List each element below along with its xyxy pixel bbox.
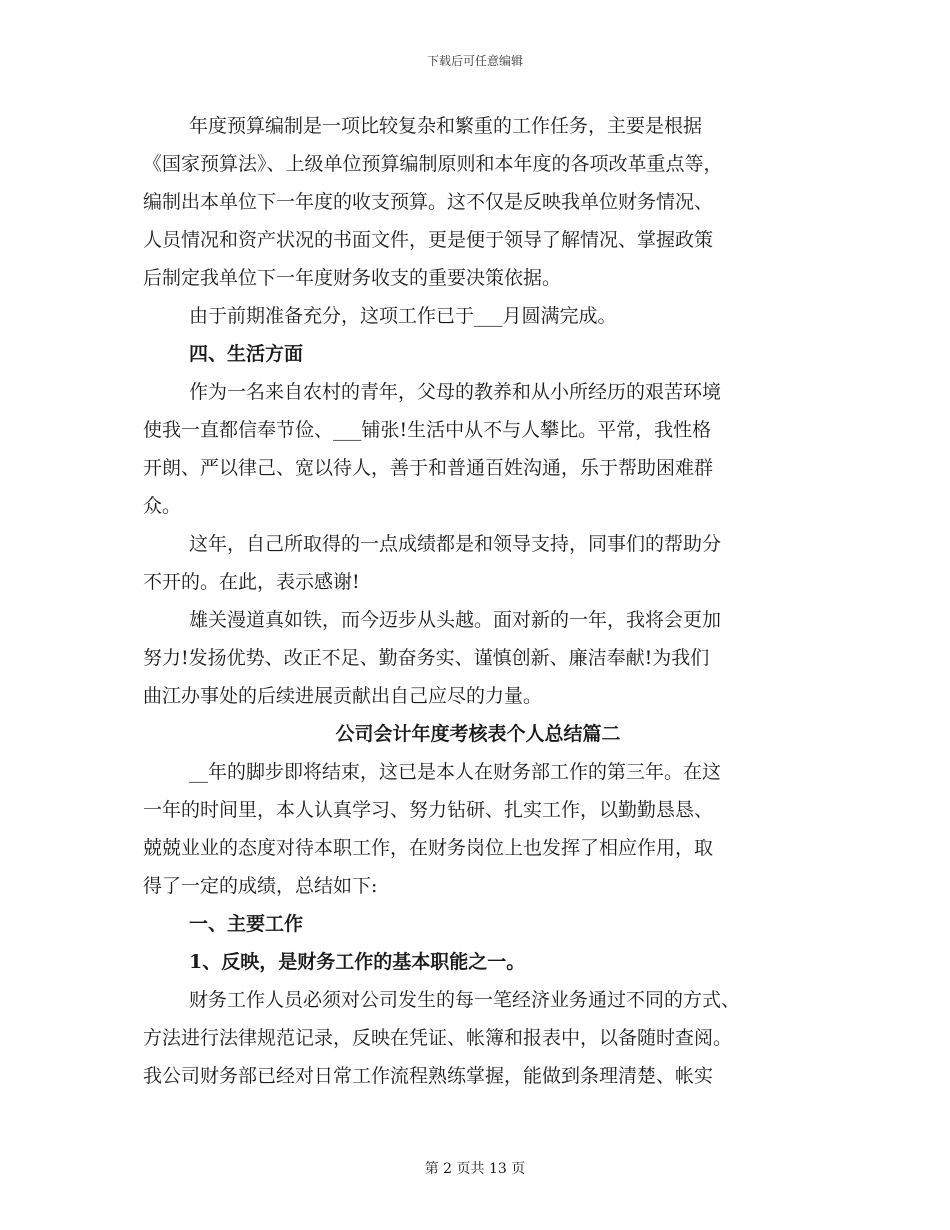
text-line: 使我一直都信奉节俭、___铺张!生活中从不与人攀比。平常，我性格 (143, 419, 712, 441)
document-body (143, 107, 813, 1095)
text-line: 不开的。在此，表示感谢! (143, 571, 360, 593)
text-line: 得了一定的成绩，总结如下: (143, 875, 378, 897)
text-line: 一年的时间里，本人认真学习、努力钻研、扎实工作，以勤勤恳恳、 (143, 799, 714, 821)
text-line: 《国家预算法》、上级单位预算编制原则和本年度的各项改革重点等， (143, 153, 723, 175)
text-line: 努力!发扬优势、改正不足、勤奋务实、谨慎创新、廉洁奉献!为我们 (143, 647, 710, 669)
text-line: 兢兢业业的态度对待本职工作，在财务岗位上也发挥了相应作用，取 (143, 837, 714, 859)
text-line: 编制出本单位下一年度的收支预算。这不仅是反映我单位财务情况、 (143, 191, 714, 213)
text-line: 年度预算编制是一项比较复杂和繁重的工作任务，主要是根据 (189, 115, 703, 137)
text-line: 我公司财务部已经对日常工作流程熟练掌握，能做到条理清楚、帐实 (143, 1065, 714, 1087)
text-line: 由于前期准备充分，这项工作已于___月圆满完成。 (189, 305, 617, 327)
subheading: 四、生活方面 (189, 343, 304, 365)
page-footer: 第 2 页共 13 页 (424, 1161, 526, 1177)
text-line: 人员情况和资产状况的书面文件，更是便于领导了解情况、掌握政策 (143, 229, 714, 251)
page-header: 下载后可任意编辑 (426, 54, 523, 68)
text-line: 开朗、严以律己、宽以待人，善于和普通百姓沟通，乐于帮助困难群 (143, 457, 714, 479)
subheading: 一、主要工作 (189, 913, 304, 935)
section-title: 公司会计年度考核表个人总结篇二 (335, 723, 621, 745)
text-line: 雄关漫道真如铁，而今迈步从头越。面对新的一年，我将会更加 (189, 609, 722, 631)
text-line: 曲江办事处的后续进展贡献出自己应尽的力量。 (143, 685, 543, 707)
text-line: __年的脚步即将结束，这已是本人在财务部工作的第三年。在这 (189, 761, 722, 783)
subheading: 1、反映，是财务工作的基本职能之一。 (189, 951, 526, 973)
text-line: 财务工作人员必须对公司发生的每一笔经济业务通过不同的方式、 (189, 989, 741, 1011)
text-line: 众。 (143, 495, 182, 517)
text-line: 后制定我单位下一年度财务收支的重要决策依据。 (143, 267, 562, 289)
text-line: 这年，自己所取得的一点成绩都是和领导支持，同事们的帮助分 (189, 533, 722, 555)
text-line: 作为一名来自农村的青年，父母的教养和从小所经历的艰苦环境 (189, 381, 722, 403)
text-line: 方法进行法律规范记录，反映在凭证、帐簿和报表中，以备随时查阅。 (143, 1027, 733, 1049)
